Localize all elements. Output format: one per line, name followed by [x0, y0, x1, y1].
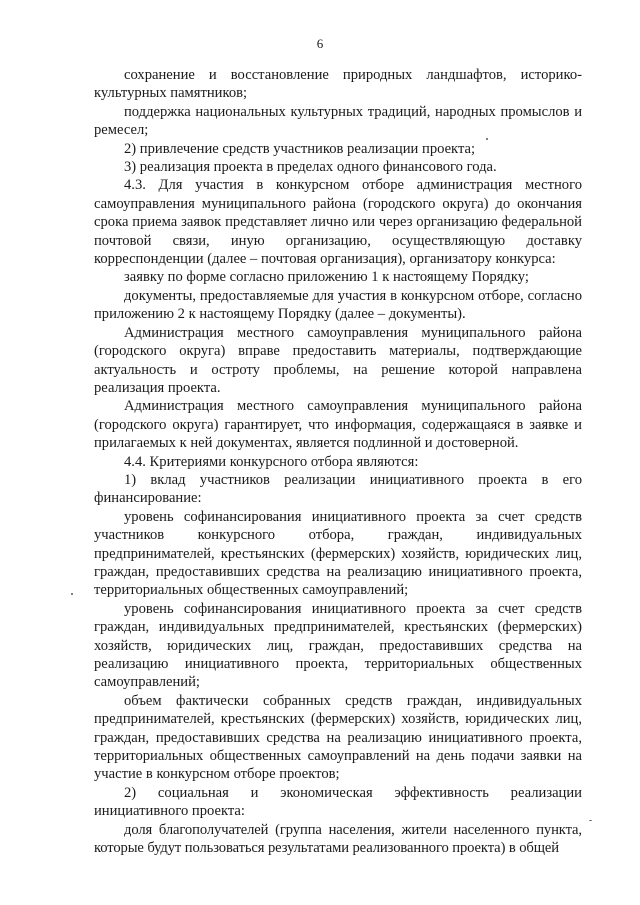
paragraph: документы, предоставляемые для участия в конкурсном отборе, согласно приложению 2 к настоящему Порядку (далее – документы).: [94, 287, 582, 323]
paragraph: Администрация местного самоуправления муниципального района (городского округа) вправе предоставить материалы, подтверждающие актуальность и остроту проблемы, на решение которой направлена реализация проекта.: [94, 324, 582, 396]
paragraph: доля благополучателей (группа населения, жители населенного пункта, которые будут пользоваться результатами реализованного проекта) в общей: [94, 821, 582, 857]
paragraph: сохранение и восстановление природных ландшафтов, историко-культурных памятников;: [94, 67, 582, 102]
paragraph: уровень софинансирования инициативного проекта за счет средств участников конкурсного отбора, граждан, индивидуальных предпринимателей, крестьянских (фермерских) хозяйств, юридических лиц, граждан, предоставивших средства на реализацию инициативного проекта, территориальных общественных самоуправлений;: [94, 508, 582, 599]
page-number: 6: [316, 36, 324, 51]
paragraph: уровень софинансирования инициативного проекта за счет средств граждан, индивидуальных предпринимателей, крестьянских (фермерских) хозяйств, юридических лиц, граждан, предоставивших средства на реализацию инициативного проекта, территориальных общественных самоуправлений;: [94, 600, 582, 691]
paragraph: 4.4. Критериями конкурсного отбора являются:: [124, 453, 419, 470]
paragraph: 1) вклад участников реализации инициативного проекта в его финансирование:: [94, 471, 582, 507]
paragraph: поддержка национальных культурных традиций, народных промыслов и ремесел;: [94, 103, 582, 139]
paragraph: объем фактически собранных средств граждан, индивидуальных предпринимателей, крестьянских (фермерских) хозяйств, юридических лиц, граждан, предоставивших средства на реализацию инициативного проекта, территориальных общественных самоуправлений на день подачи заявки на участие в конкурсном отборе проектов;: [94, 692, 582, 783]
paragraph: 3) реализация проекта в пределах одного финансового года.: [124, 159, 497, 176]
document-body: [94, 66, 582, 857]
scan-speck: [486, 138, 488, 140]
paragraph: Администрация местного самоуправления муниципального района (городского округа) гарантирует, что информация, содержащаяся в заявке и прилагаемых к ней документах, является подлинной и достоверной.: [94, 398, 582, 452]
paragraph: 2) социальная и экономическая эффективность реализации инициативного проекта:: [94, 784, 582, 820]
paragraph: 4.3. Для участия в конкурсном отборе администрация местного самоуправления муниципального района (городского округа) до окончания срока приема заявок представляет лично или через организацию федеральной почтовой связи, иную организацию, осуществляющую доставку корреспонденции (далее – почтовая организация), организатору конкурса:: [94, 177, 582, 268]
scan-speck: [589, 820, 592, 821]
paragraph: заявку по форме согласно приложению 1 к настоящему Порядку;: [124, 269, 529, 286]
scan-speck: [71, 593, 73, 595]
paragraph: 2) привлечение средств участников реализации проекта;: [124, 140, 476, 157]
